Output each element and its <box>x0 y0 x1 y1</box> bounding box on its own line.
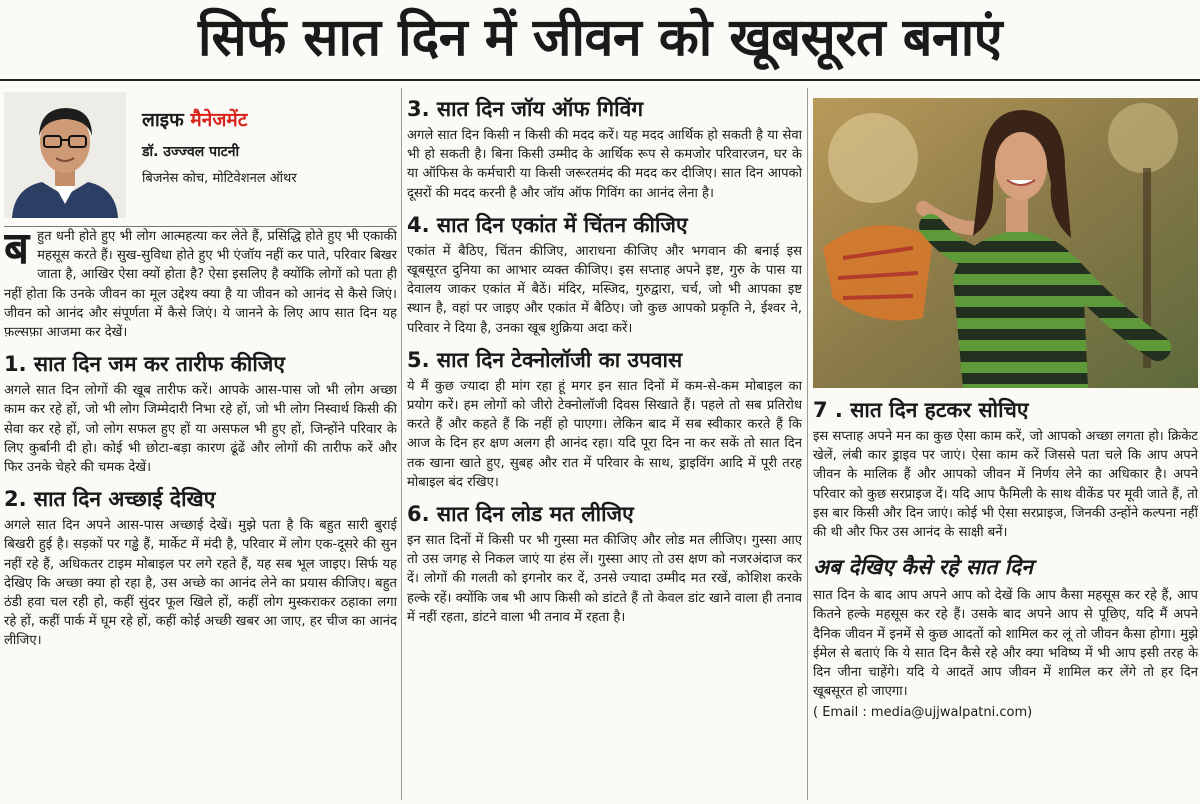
column-divider <box>807 88 808 800</box>
column-right <box>813 88 1198 800</box>
closing-heading: अब देखिए कैसे रहे सात दिन <box>813 555 1033 580</box>
section-text: इस सप्ताह अपने मन का कुछ ऐसा काम करें, जो आपको अच्छा लगता हो। क्रिकेट खेलें, लंबी कार ड्राइव पर जाएं। ऐसा काम करें जिससे पता चले कि आप अपने जीवन के मालिक हैं और आपको जीवन में निर्णय लेने का अधिकार है। अपने परिवार को कुछ सरप्राइज दें। यदि आप फैमिली के साथ वीकेंड पर मूवी जाते हैं, तो इस बार किसी और दिन जाएं। कोई भी ऐसा सरप्राइज, जिनकी उन्होंने कल्पना नहीं की थी और फिर उस आनंद के साक्षी बनें। <box>813 429 1198 541</box>
drop-cap: ब <box>4 223 30 274</box>
column-kicker <box>142 106 247 132</box>
section-text: अगले सात दिन लोगों की खूब तारीफ करें। आपके आस-पास जो भी लोग अच्छा काम कर रहे हों, जो भी लोग जिम्मेदारी निभा रहे हों, जो भी लोग निस्वार्थ किसी की सेवा कर रहे हों, जो लोग सफल हुए हों या असफल भी हुए हों, जिन्होंने परिवार के लिए कुर्बानी दी हो। कोई भी छोटा-बड़ा कारण ढूंढें और लोगों की तारीफ करें और फिर उनके चेहरे की चमक देखें। <box>4 383 397 476</box>
section-heading: 1. सात दिन जम कर तारीफ कीजिए <box>4 352 285 377</box>
byline <box>4 88 397 227</box>
section-heading: 7 . सात दिन हटकर सोचिए <box>813 398 1029 422</box>
section-text: एकांत में बैठिए, चिंतन कीजिए, आराधना कीजिए और भगवान की बनाई इस खूबसूरत दुनिया का आभार व्यक्त कीजिए। इस सप्ताह अपने इष्ट, गुरु के पास या देवालय जाकर एकांत में बैठें। मंदिर, मस्जिद, गुरुद्वारा, चर्च, जो भी आपका इष्ट स्थान है, वहां पर जाइए और एकांत में बैठिए। जो कुछ आपको प्रकृति ने, ईश्वर ने, परिवार ने दिया है, उनका खूब शुक्रिया अदा करें। <box>407 243 802 336</box>
section-text: इन सात दिनों में किसी पर भी गुस्सा मत कीजिए और लोड मत लीजिए। गुस्सा आए तो उस जगह से निकल जाएं या हंस लें। गुस्सा आए तो उस क्षण को नजरअंदाज कर दें। लोगों की गलती को इगनोर कर दें, उनसे ज्यादा उम्मीद मत रखें, कोशिश करके हल्के रहें। क्योंकि जब भी आप किसी को डांटते हैं तो केवल डांट खाने वाला ही तनाव में नहीं रहता, डांटने वाला भी तनाव में रहता है। <box>407 533 802 625</box>
section-heading: 5. सात दिन टेक्नोलॉजी का उपवास <box>407 347 683 372</box>
column-middle <box>407 88 802 800</box>
section-heading: 4. सात दिन एकांत में चिंतन कीजिए <box>407 212 688 237</box>
section-text: ये मैं कुछ ज्यादा ही मांग रहा हूं मगर इन सात दिनों में कम-से-कम मोबाइल का प्रयोग करें। हम लोगों को जीरो टेक्नोलॉजी दिवस सिखाते हैं। पहले तो सब प्रतिरोध करते हैं और कहते हैं कि नहीं हो पाएगा। लेकिन बाद में सब स्वीकार करते हैं कि आज के दिन हर क्षण अलग ही आनंद रहा। यदि पूरा दिन ना कर सकें तो सात दिन तक खाना खाते हुए, सुबह और रात में परिवार के साथ, ड्राइविंग आदि में पूरी तरह मोबाइल बंद रखिए। <box>407 378 802 490</box>
section-text: अगले सात दिन अपने आस-पास अच्छाई देखें। मुझे पता है कि बहुत सारी बुराई बिखरी हुई है। सड़कों पर गड्ढे हैं, मार्केट में मंदी है, परिवार में लोग एक-दूसरे की सुन नहीं रहे हैं, अधिकतर टाइम मोबाइल पर लगे रहते हैं, यह सब भूल जाइए। सिर्फ यह देखिए कि अच्छा क्या हो रहा है, उस अच्छे का आनंद लेने का प्रयास कीजिए। बहुत ठंडी हवा चल रही हो, कहीं सुंदर फूल खिले हों, कहीं लोग मुस्कराकर ठहाका लगा रहे हों, कहीं पार्क में घूम रहे हों, कहीं कोई अच्छी खबर आ जाए, हर चीज का आनंद लीजिए। <box>4 518 397 649</box>
closing-text: सात दिन के बाद आप अपने आप को देखें कि आप कैसा महसूस कर रहे हैं, आप कितने हल्के महसूस कर रहे हैं। उसके बाद अपने आप से पूछिए, यदि मैं अपने दैनिक जीवन में इनमें से कुछ आदतों को शामिल कर लूं तो जीवन कैसा होगा। मुझे ईमेल से बताएं कि ये सात दिन कैसे रहे और क्या भविष्य में भी आप इसी तरह के दिन जीना चाहेंगे। यदि ये आदतें आप जीवन में शामिल कर लेंगे तो हर दिन खूबसूरत हो जाएगा। <box>813 588 1198 700</box>
section-text: अगले सात दिन किसी न किसी की मदद करें। यह मदद आर्थिक हो सकती है या सेवा भी हो सकती है। बिना किसी उम्मीद के आर्थिक रूप से कमजोर परिवारजन, घर के या ऑफिस के कर्मचारी या किसी जरूरतमंद की मदद कर दीजिए। सात दिन आपको दूसरों की मदद करनी है और जॉय ऑफ गिविंग का आनंद लेना है। <box>407 128 802 201</box>
author-name: डॉ. उज्ज्वल पाटनी <box>142 144 240 160</box>
section-heading: 2. सात दिन अच्छाई देखिए <box>4 487 216 512</box>
intro-text: हुत धनी होते हुए भी लोग आत्महत्या कर लेते हैं, प्रसिद्धि होते हुए भी एकाकी महसूस करते हैं। सुख-सुविधा होते हुए भी एंजॉय नहीं कर पाते, परिवार बिखर जाता है, आखिर ऐसा क्यों होता है? ऐसा इसलिए है क्योंकि लोगों को पता ही नहीं होता कि उनके जीवन का मूल उद्देश्य क्या है या जीवन को आनंद से कैसे जिएं। जीवन को आनंद और संपूर्णता में कैसे जिएं। ये जानने के लिए आप सात दिन यह फ़ल्सफ़ा आजमा कर देखें। <box>4 229 397 341</box>
author-role: बिजनेस कोच, मोटिवेशनल ऑथर <box>142 171 297 186</box>
woman-photo <box>813 98 1198 388</box>
column-left <box>4 88 397 800</box>
kicker-word-red: मैनेजमेंट <box>190 109 248 131</box>
intro-paragraph <box>4 223 397 342</box>
headline: सिर्फ सात दिन में जीवन को खूबसूरत बनाएं <box>197 7 1003 68</box>
email-line: ( Email : media@ujjwalpatni.com) <box>813 705 1033 721</box>
author-portrait <box>4 92 126 218</box>
kicker-word: लाइफ <box>142 109 184 131</box>
column-divider <box>401 88 402 800</box>
headline-rule <box>0 79 1200 81</box>
section-heading: 6. सात दिन लोड मत लीजिए <box>407 502 634 527</box>
section-heading: 3. सात दिन जॉय ऑफ गिविंग <box>407 97 644 121</box>
